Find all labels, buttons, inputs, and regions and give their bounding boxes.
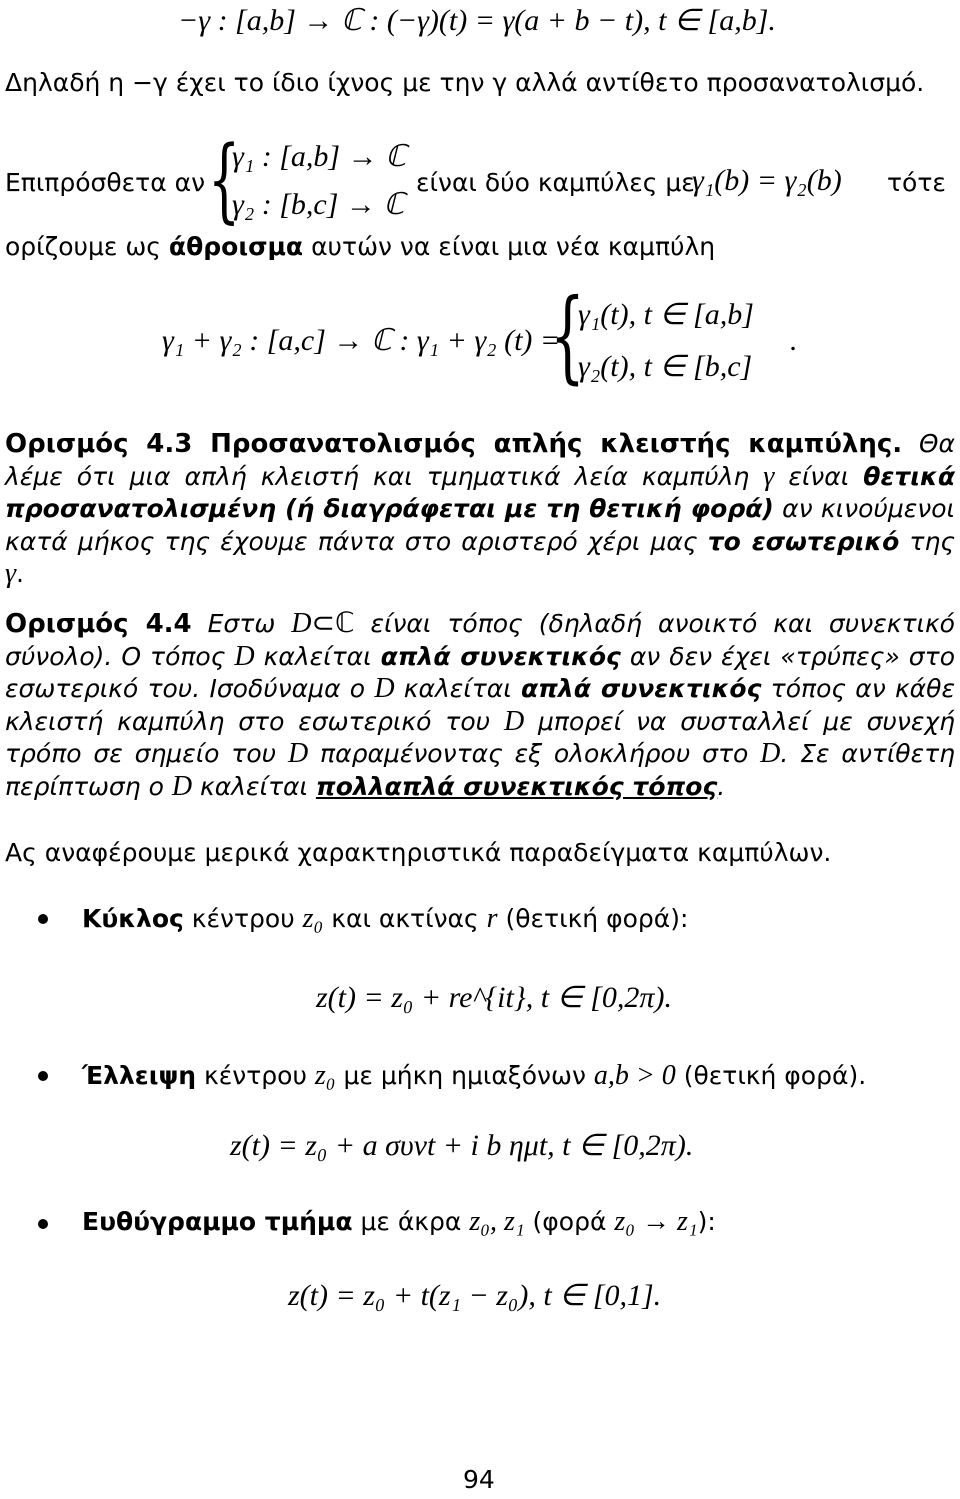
def44-text3: καλείται xyxy=(254,641,381,671)
circle-item xyxy=(82,905,688,933)
page-number: 94 xyxy=(463,1465,495,1494)
definition-4-4 xyxy=(5,608,955,803)
def43-bold1: θετικά προσανατολισμένη (ή διαγράφεται με τη θετική φορά) xyxy=(5,461,955,523)
ellipse-formula: z(t) = z₀ + a συνt + i b ημt, t ∈ [0,2π). xyxy=(230,1129,694,1162)
def43-text2: είναι xyxy=(774,461,864,491)
sum-intro-case1: γ₁ : [a,b] → ℂ xyxy=(232,140,407,173)
def44-bold1: απλά συνεκτικός xyxy=(380,641,621,671)
def44-D: D xyxy=(503,705,525,737)
bullet-icon xyxy=(38,1071,48,1081)
def44-D: D xyxy=(287,738,309,769)
def43-text1: Θα λέμε ότι μια απλή κλειστή και τμηματικά λεία καμπύλη xyxy=(5,429,955,491)
ellipse-name: Έλλειψη xyxy=(82,1061,197,1090)
define-term: άθροισμα xyxy=(168,232,304,261)
def44-text9: . Σε αντίθετη περίπτωση ο xyxy=(5,739,956,801)
def44-D: D xyxy=(291,608,312,639)
circle-text3: (θετική φορά): xyxy=(497,904,689,933)
ellipse-text2: με μήκη ημιαξόνων xyxy=(335,1061,594,1090)
ellipse-ab: a,b > 0 xyxy=(593,1060,676,1091)
def44-D: D xyxy=(234,640,255,672)
bullet-icon xyxy=(38,914,48,924)
def44-text8: παραμένοντας εξ ολοκλήρου στο xyxy=(308,739,761,768)
segment-text2: (φορά xyxy=(524,1207,615,1236)
sum-intro-middle: είναι δύο καμπύλες με xyxy=(416,168,695,197)
reverse-curve-formula: −γ : [a,b] → ℂ : (−γ)(t) = γ(a + b − t), t ∈ [a,b]. xyxy=(178,4,776,37)
segment-formula: z(t) = z₀ + t(z₁ − z₀), t ∈ [0,1]. xyxy=(288,1279,662,1312)
def44-subset: ⊂ xyxy=(311,608,335,639)
def44-text5: καλείται xyxy=(394,674,521,703)
def44-text11: . xyxy=(717,771,726,801)
def44-text1: Εστω xyxy=(191,609,292,638)
circle-text2: και ακτίνας xyxy=(323,904,487,933)
definition-4-4-title: Ορισμός 4.4 xyxy=(5,609,192,639)
definition-4-3-title: Ορισμός 4.3 Προσανατολισμός απλής κλειστής καμπύλης. xyxy=(5,429,903,459)
circle-text1: κέντρου xyxy=(183,904,303,933)
def44-text7: μπορεί να συσταλλεί με συνεχή τρόπο σε σημείο του xyxy=(5,706,955,768)
reverse-curve-explanation: Δηλαδή η −γ έχει το ίδιο ίχνος με την γ αλλά αντίθετο προσανατολισμό. xyxy=(5,68,925,97)
left-brace: { xyxy=(208,126,241,233)
def43-gamma: γ xyxy=(763,460,775,492)
sum-definition-line xyxy=(5,234,715,259)
def44-D: D xyxy=(171,770,193,802)
def44-text6: τόπος αν κάθε κλειστή καμπύλη στο εσωτερικό του xyxy=(5,674,955,736)
segment-text1: με άκρα xyxy=(352,1207,470,1236)
sum-formula-end: . xyxy=(790,324,798,357)
left-brace-2: { xyxy=(550,277,585,394)
define-pre: ορίζουμε ως xyxy=(5,232,169,261)
ellipse-z0: z₀ xyxy=(314,1060,336,1091)
def44-D: D xyxy=(760,738,781,769)
def44-text10: καλείται xyxy=(192,771,316,801)
define-post: αυτών να είναι μια νέα καμπύλη xyxy=(303,232,716,261)
ellipse-item xyxy=(82,1062,866,1090)
segment-ends: z₀, z₁ xyxy=(469,1206,525,1237)
sum-intro-case2: γ₂ : [b,c] → ℂ xyxy=(232,188,405,221)
def43-text4: της xyxy=(899,526,955,556)
definition-4-3 xyxy=(5,428,955,591)
def44-text4: αν δεν έχει «τρύπες» στο εσωτερικό του. Ισοδύναμα ο xyxy=(5,641,955,703)
segment-item xyxy=(82,1208,716,1236)
circle-r: r xyxy=(486,903,498,934)
def44-C: ℂ xyxy=(334,608,355,639)
ellipse-text1: κέντρου xyxy=(196,1061,315,1090)
bullet-icon xyxy=(38,1219,48,1229)
def43-gamma2: γ xyxy=(5,558,17,589)
segment-name: Ευθύγραμμο τμήμα xyxy=(82,1207,353,1236)
circle-name: Κύκλος xyxy=(82,904,184,933)
segment-text3: ): xyxy=(697,1207,716,1236)
circle-z0: z₀ xyxy=(302,903,324,934)
def43-text3: αν κινούμενοι κατά μήκος της έχουμε πάντα στο αριστερό χέρι μας xyxy=(5,494,955,556)
endpoint-condition: γ₁(b) = γ₂(b) xyxy=(692,164,842,197)
def44-D: D xyxy=(374,673,395,704)
segment-direction: z₀ → z₁ xyxy=(614,1206,698,1237)
circle-formula: z(t) = z₀ + re^{it}, t ∈ [0,2π). xyxy=(316,981,672,1014)
def44-bold3: πολλαπλά συνεκτικός τόπος xyxy=(315,771,718,801)
def44-text2: είναι τόπος (δηλαδή ανοικτό και συνεκτικό σύνολο). Ο τόπος xyxy=(5,609,955,671)
examples-intro: Ας αναφέρουμε μερικά χαρακτηριστικά παραδείγματα καμπύλων. xyxy=(5,838,832,867)
sum-intro-tail: τότε xyxy=(887,168,946,197)
sum-formula-case2: γ₂(t), t ∈ [b,c] xyxy=(578,350,753,383)
def44-bold2: απλά συνεκτικός xyxy=(520,674,762,703)
sum-formula-case1: γ₁(t), t ∈ [a,b] xyxy=(578,298,754,331)
sum-formula-lhs: γ₁ + γ₂ : [a,c] → ℂ : γ₁ + γ₂ (t) = xyxy=(162,324,561,357)
sum-intro-lead: Επιπρόσθετα αν xyxy=(5,168,206,197)
ellipse-text3: (θετική φορά). xyxy=(675,1061,867,1090)
def43-bold2: το εσωτερικό xyxy=(707,526,900,556)
def43-text5: . xyxy=(16,559,24,588)
